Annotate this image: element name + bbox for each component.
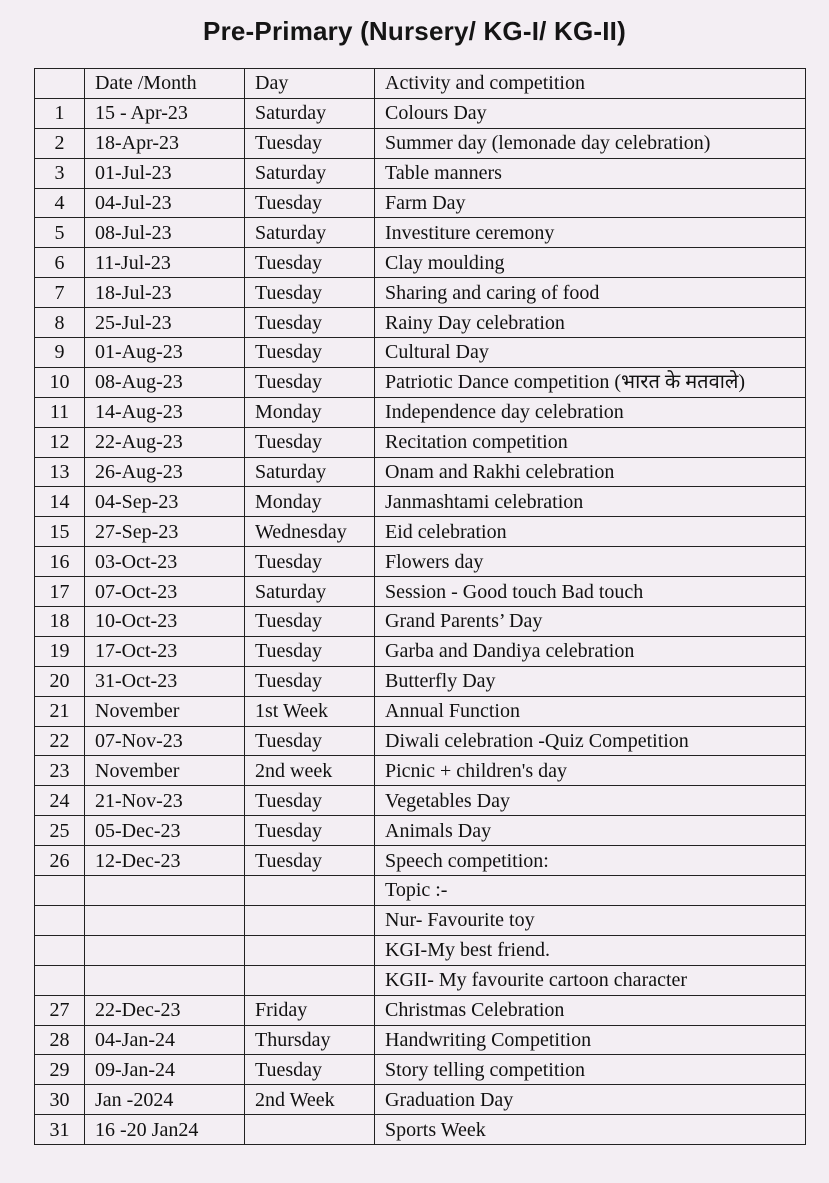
- day-cell: Tuesday: [245, 427, 375, 457]
- activity-cell: KGII- My favourite cartoon character: [375, 965, 806, 995]
- day-cell: Monday: [245, 397, 375, 427]
- day-cell: 1st Week: [245, 696, 375, 726]
- day-cell: Tuesday: [245, 726, 375, 756]
- day-cell: Tuesday: [245, 547, 375, 577]
- serial-cell: 25: [35, 816, 85, 846]
- date-cell: 09-Jan-24: [85, 1055, 245, 1085]
- activity-cell: Picnic + children's day: [375, 756, 806, 786]
- table-row: [35, 577, 806, 607]
- activity-cell: Animals Day: [375, 816, 806, 846]
- date-cell: 04-Sep-23: [85, 487, 245, 517]
- serial-cell: 3: [35, 158, 85, 188]
- table-row: [35, 666, 806, 696]
- table-row: [35, 128, 806, 158]
- table-row: [35, 218, 806, 248]
- table-row: [35, 248, 806, 278]
- day-cell: [245, 935, 375, 965]
- date-cell: 15 - Apr-23: [85, 98, 245, 128]
- day-cell: Saturday: [245, 577, 375, 607]
- table-row: [35, 427, 806, 457]
- activity-cell: Speech competition:: [375, 846, 806, 876]
- table-row: [35, 1025, 806, 1055]
- serial-cell: 11: [35, 397, 85, 427]
- day-cell: Friday: [245, 995, 375, 1025]
- day-cell: Saturday: [245, 158, 375, 188]
- table-row: [35, 607, 806, 637]
- date-cell: 08-Jul-23: [85, 218, 245, 248]
- activity-cell: Recitation competition: [375, 427, 806, 457]
- table-row: [35, 188, 806, 218]
- header-serial: [35, 69, 85, 99]
- day-cell: Tuesday: [245, 816, 375, 846]
- day-cell: [245, 876, 375, 906]
- table-row: [35, 876, 806, 906]
- day-cell: Saturday: [245, 98, 375, 128]
- serial-cell: 13: [35, 457, 85, 487]
- activity-cell: Investiture ceremony: [375, 218, 806, 248]
- activity-cell: Summer day (lemonade day celebration): [375, 128, 806, 158]
- serial-cell: 17: [35, 577, 85, 607]
- date-cell: 07-Nov-23: [85, 726, 245, 756]
- table-row: [35, 338, 806, 368]
- activity-cell: Handwriting Competition: [375, 1025, 806, 1055]
- date-cell: 25-Jul-23: [85, 308, 245, 338]
- serial-cell: 10: [35, 367, 85, 397]
- date-cell: Jan -2024: [85, 1085, 245, 1115]
- activity-schedule-table: [34, 68, 806, 1145]
- day-cell: [245, 1115, 375, 1145]
- serial-cell: 26: [35, 846, 85, 876]
- table-row: [35, 786, 806, 816]
- table-row: [35, 846, 806, 876]
- serial-cell: 22: [35, 726, 85, 756]
- day-cell: Tuesday: [245, 367, 375, 397]
- serial-cell: 15: [35, 517, 85, 547]
- date-cell: 01-Jul-23: [85, 158, 245, 188]
- table-row: [35, 726, 806, 756]
- serial-cell: 5: [35, 218, 85, 248]
- activity-cell: Topic :-: [375, 876, 806, 906]
- day-cell: Tuesday: [245, 308, 375, 338]
- activity-cell: Story telling competition: [375, 1055, 806, 1085]
- date-cell: 10-Oct-23: [85, 607, 245, 637]
- day-cell: Tuesday: [245, 188, 375, 218]
- date-cell: 22-Dec-23: [85, 995, 245, 1025]
- activity-cell: Flowers day: [375, 547, 806, 577]
- table-row: [35, 1085, 806, 1115]
- day-cell: Tuesday: [245, 278, 375, 308]
- date-cell: 04-Jan-24: [85, 1025, 245, 1055]
- date-cell: [85, 965, 245, 995]
- header-date: Date /Month: [85, 69, 245, 99]
- table-row: [35, 397, 806, 427]
- day-cell: Saturday: [245, 457, 375, 487]
- activity-cell: Clay moulding: [375, 248, 806, 278]
- table-header-row: [35, 69, 806, 99]
- serial-cell: 14: [35, 487, 85, 517]
- activity-cell: Grand Parents’ Day: [375, 607, 806, 637]
- table-row: [35, 308, 806, 338]
- serial-cell: [35, 965, 85, 995]
- activity-cell: Nur- Favourite toy: [375, 905, 806, 935]
- day-cell: Tuesday: [245, 846, 375, 876]
- date-cell: 08-Aug-23: [85, 367, 245, 397]
- table-row: [35, 517, 806, 547]
- day-cell: Tuesday: [245, 636, 375, 666]
- activity-cell: Rainy Day celebration: [375, 308, 806, 338]
- table-row: [35, 158, 806, 188]
- table-row: [35, 995, 806, 1025]
- table-row: [35, 547, 806, 577]
- serial-cell: 19: [35, 636, 85, 666]
- date-cell: November: [85, 756, 245, 786]
- serial-cell: 6: [35, 248, 85, 278]
- date-cell: [85, 876, 245, 906]
- day-cell: 2nd week: [245, 756, 375, 786]
- serial-cell: 1: [35, 98, 85, 128]
- day-cell: Tuesday: [245, 338, 375, 368]
- activity-cell: Butterfly Day: [375, 666, 806, 696]
- day-cell: Wednesday: [245, 517, 375, 547]
- date-cell: 26-Aug-23: [85, 457, 245, 487]
- serial-cell: 31: [35, 1115, 85, 1145]
- header-day: Day: [245, 69, 375, 99]
- date-cell: 01-Aug-23: [85, 338, 245, 368]
- day-cell: Monday: [245, 487, 375, 517]
- serial-cell: 20: [35, 666, 85, 696]
- table-row: [35, 487, 806, 517]
- day-cell: Tuesday: [245, 128, 375, 158]
- activity-cell: Eid celebration: [375, 517, 806, 547]
- table-row: [35, 636, 806, 666]
- date-cell: 31-Oct-23: [85, 666, 245, 696]
- serial-cell: 28: [35, 1025, 85, 1055]
- table-row: [35, 278, 806, 308]
- activity-cell: Garba and Dandiya celebration: [375, 636, 806, 666]
- activity-cell: Independence day celebration: [375, 397, 806, 427]
- activity-cell: Sports Week: [375, 1115, 806, 1145]
- serial-cell: 27: [35, 995, 85, 1025]
- activity-cell: Sharing and caring of food: [375, 278, 806, 308]
- activity-cell: Diwali celebration -Quiz Competition: [375, 726, 806, 756]
- date-cell: 27-Sep-23: [85, 517, 245, 547]
- table-row: [35, 905, 806, 935]
- serial-cell: 12: [35, 427, 85, 457]
- day-cell: Saturday: [245, 218, 375, 248]
- table-row: [35, 935, 806, 965]
- serial-cell: 21: [35, 696, 85, 726]
- activity-cell: Table manners: [375, 158, 806, 188]
- activity-cell: Graduation Day: [375, 1085, 806, 1115]
- day-cell: Tuesday: [245, 666, 375, 696]
- date-cell: 16 -20 Jan24: [85, 1115, 245, 1145]
- day-cell: [245, 905, 375, 935]
- serial-cell: 2: [35, 128, 85, 158]
- date-cell: [85, 905, 245, 935]
- date-cell: 04-Jul-23: [85, 188, 245, 218]
- date-cell: 21-Nov-23: [85, 786, 245, 816]
- activity-cell: Colours Day: [375, 98, 806, 128]
- date-cell: [85, 935, 245, 965]
- day-cell: Tuesday: [245, 786, 375, 816]
- date-cell: 22-Aug-23: [85, 427, 245, 457]
- serial-cell: 30: [35, 1085, 85, 1115]
- table-body: [35, 98, 806, 1144]
- serial-cell: [35, 935, 85, 965]
- table-row: [35, 756, 806, 786]
- serial-cell: 9: [35, 338, 85, 368]
- serial-cell: 23: [35, 756, 85, 786]
- date-cell: 18-Apr-23: [85, 128, 245, 158]
- activity-cell: KGI-My best friend.: [375, 935, 806, 965]
- table-row: [35, 367, 806, 397]
- date-cell: 14-Aug-23: [85, 397, 245, 427]
- table-row: [35, 816, 806, 846]
- activity-cell: Patriotic Dance competition (भारत के मतवाले): [375, 367, 806, 397]
- date-cell: 18-Jul-23: [85, 278, 245, 308]
- date-cell: 03-Oct-23: [85, 547, 245, 577]
- day-cell: Tuesday: [245, 248, 375, 278]
- serial-cell: [35, 876, 85, 906]
- day-cell: [245, 965, 375, 995]
- date-cell: 07-Oct-23: [85, 577, 245, 607]
- activity-cell: Christmas Celebration: [375, 995, 806, 1025]
- table-row: [35, 965, 806, 995]
- date-cell: 05-Dec-23: [85, 816, 245, 846]
- activity-cell: Cultural Day: [375, 338, 806, 368]
- table-row: [35, 1055, 806, 1085]
- day-cell: Tuesday: [245, 607, 375, 637]
- activity-cell: Annual Function: [375, 696, 806, 726]
- header-activity: Activity and competition: [375, 69, 806, 99]
- serial-cell: [35, 905, 85, 935]
- serial-cell: 7: [35, 278, 85, 308]
- date-cell: 12-Dec-23: [85, 846, 245, 876]
- activity-cell: Janmashtami celebration: [375, 487, 806, 517]
- day-cell: Tuesday: [245, 1055, 375, 1085]
- activity-cell: Farm Day: [375, 188, 806, 218]
- activity-cell: Vegetables Day: [375, 786, 806, 816]
- date-cell: 11-Jul-23: [85, 248, 245, 278]
- serial-cell: 4: [35, 188, 85, 218]
- activity-cell: Onam and Rakhi celebration: [375, 457, 806, 487]
- table-row: [35, 98, 806, 128]
- table-row: [35, 457, 806, 487]
- activity-cell: Session - Good touch Bad touch: [375, 577, 806, 607]
- date-cell: November: [85, 696, 245, 726]
- table-row: [35, 696, 806, 726]
- day-cell: 2nd Week: [245, 1085, 375, 1115]
- serial-cell: 8: [35, 308, 85, 338]
- serial-cell: 16: [35, 547, 85, 577]
- serial-cell: 18: [35, 607, 85, 637]
- date-cell: 17-Oct-23: [85, 636, 245, 666]
- serial-cell: 24: [35, 786, 85, 816]
- day-cell: Thursday: [245, 1025, 375, 1055]
- page-title: Pre-Primary (Nursery/ KG-I/ KG-II): [203, 16, 626, 46]
- table-row: [35, 1115, 806, 1145]
- serial-cell: 29: [35, 1055, 85, 1085]
